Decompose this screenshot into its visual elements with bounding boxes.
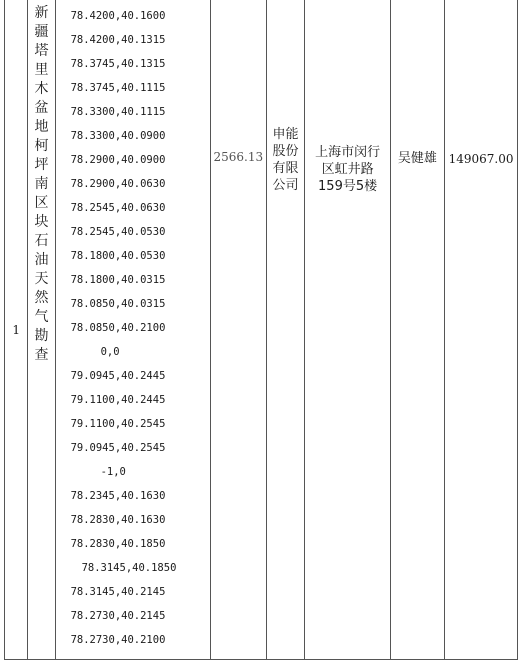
coordinate-item: 79.1100,40.2545 [70,418,166,430]
coordinate-item: 78.2545,40.0530 [70,226,166,238]
block-name-cell [28,0,55,660]
address: 上海市闵行区虹井路159号5楼 [315,145,381,194]
coordinate-item: 78.1800,40.0315 [70,274,166,286]
coordinate-item: 78.1800,40.0530 [70,250,166,262]
coordinate-item: 79.1100,40.2445 [70,394,166,406]
coordinate-item: 78.3300,40.1115 [70,106,166,118]
table-row [5,0,518,660]
coordinate-item: 78.4200,40.1600 [70,10,166,22]
company-cell [266,0,305,660]
legal-person: 吴健雄 [397,151,437,166]
coordinate-item: 78.2900,40.0630 [70,178,166,190]
coordinate-item: 78.4200,40.1315 [70,34,166,46]
coordinate-item: 78.2345,40.1630 [70,490,166,502]
coordinate-item: 78.2830,40.1850 [70,538,166,550]
coordinate-item: 79.0945,40.2445 [70,370,166,382]
coordinate-item: 78.0850,40.2100 [70,322,166,334]
company-name: 申能股份有限公司 [272,127,299,193]
coordinate-item: 78.2830,40.1630 [70,514,166,526]
coordinate-item: 78.3300,40.0900 [70,130,166,142]
coordinates-cell [55,0,211,660]
coordinate-item: 78.2730,40.2100 [70,634,166,646]
coordinate-item: 78.2730,40.2145 [70,610,166,622]
coordinate-item: 78.3145,40.1850 [81,562,177,574]
block-name: 新疆塔里木盆地柯坪南区块石油天然气勘查 [34,5,49,363]
coordinate-item: 78.3745,40.1315 [70,58,166,70]
coordinate-item: 78.0850,40.0315 [70,298,166,310]
coordinate-item: 78.2900,40.0900 [70,154,166,166]
row-number: 1 [5,0,28,660]
legal-person-cell [390,0,444,660]
amount-cell: 149067.00 [445,0,518,660]
coordinate-separator: 0,0 [100,346,120,358]
block-table [4,0,518,660]
address-cell [305,0,390,660]
coordinate-separator: -1,0 [100,466,126,478]
coordinate-item: 78.2545,40.0630 [70,202,166,214]
area-cell: 2566.13 [211,0,266,660]
coordinate-item: 79.0945,40.2545 [70,442,166,454]
coordinate-item: 78.3745,40.1115 [70,82,166,94]
coordinate-list [56,4,211,652]
coordinate-item: 78.3145,40.2145 [70,586,166,598]
